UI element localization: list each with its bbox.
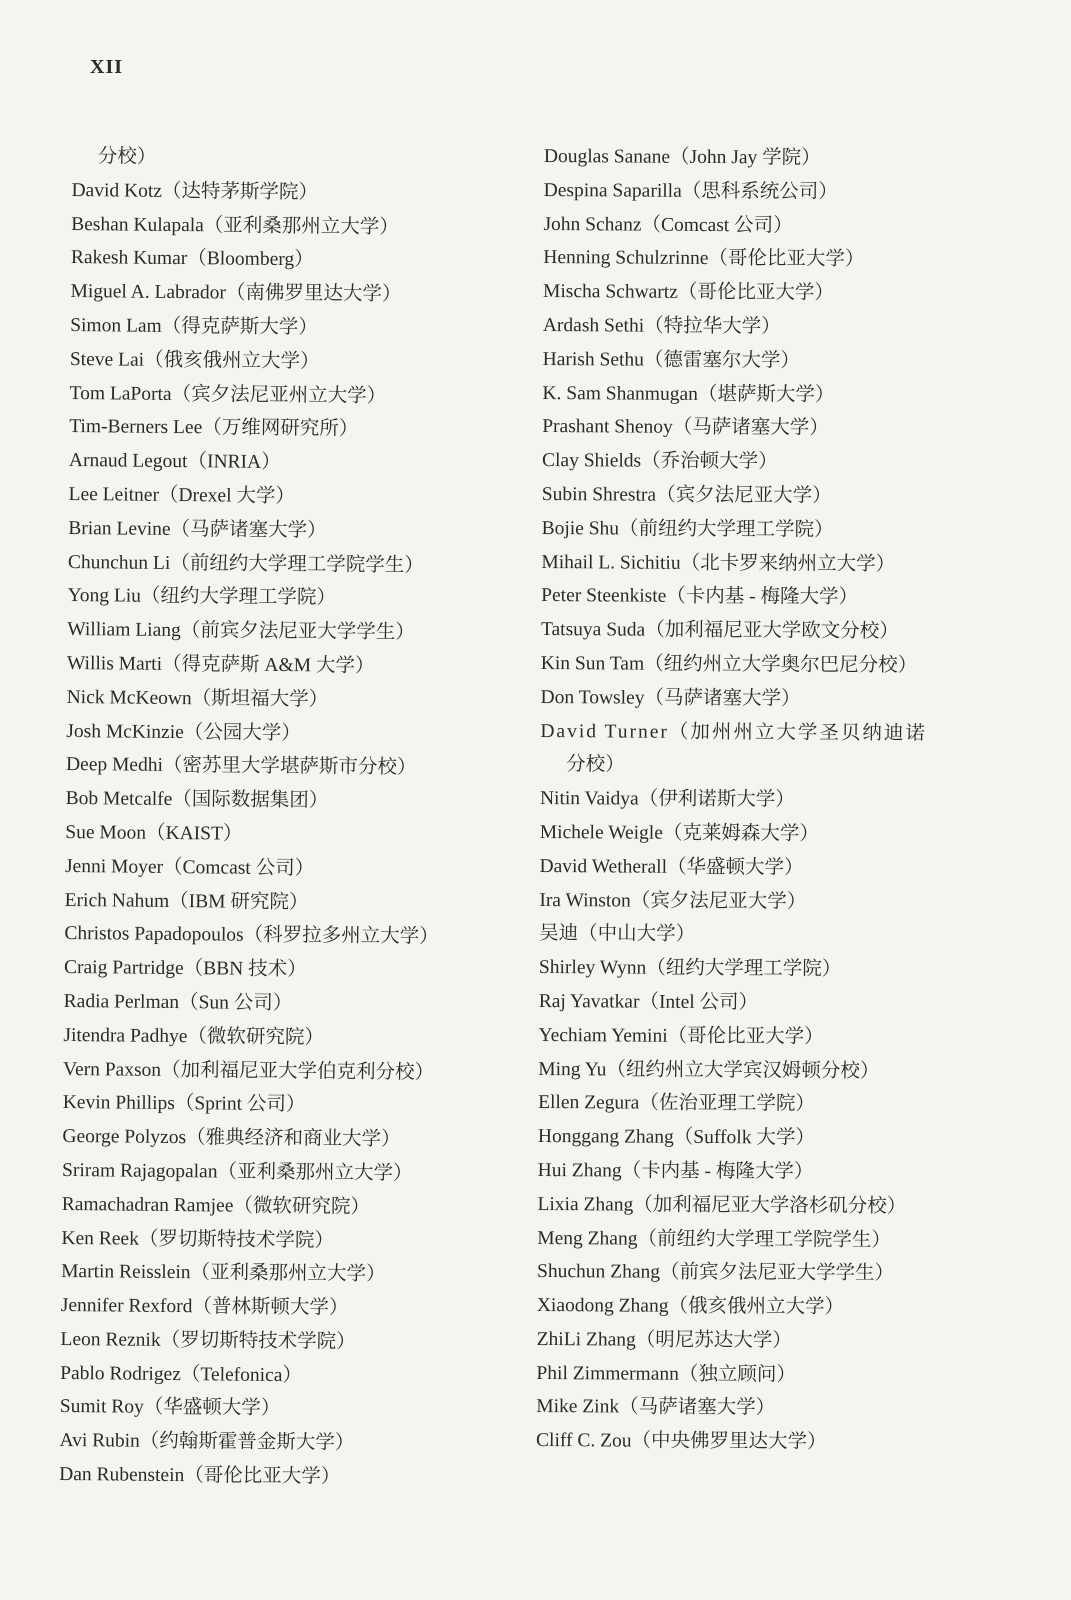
acknowledgment-entry: Ardash Sethi（特拉华大学）: [542, 314, 781, 338]
acknowledgment-entry: Brian Levine（马萨诸塞大学）: [68, 517, 327, 542]
acknowledgment-entry: Shuchun Zhang（前宾夕法尼亚大学学生）: [537, 1261, 895, 1285]
acknowledgment-entry: Chunchun Li（前纽约大学理工学院学生）: [67, 551, 424, 576]
acknowledgment-entry: Prashant Shenoy（马萨诸塞大学）: [542, 416, 829, 440]
acknowledgment-entry: Henning Schulzrinne（哥伦比亚大学）: [543, 247, 865, 271]
acknowledgment-entry: Ming Yu（纽约州立大学宾汉姆顿分校）: [538, 1058, 880, 1082]
acknowledgment-entry: George Polyzos（雅典经济和商业大学）: [62, 1126, 401, 1151]
acknowledgment-entry: Jennifer Rexford（普林斯顿大学）: [60, 1295, 349, 1319]
acknowledgment-entry: Beshan Kulapala（亚利桑那州立大学）: [71, 213, 399, 238]
acknowledgment-entry: Hui Zhang（卡内基 - 梅隆大学）: [537, 1159, 814, 1183]
acknowledgment-entry: Nitin Vaidya（伊利诺斯大学）: [539, 788, 795, 811]
acknowledgment-entry: Michele Weigle（克莱姆森大学）: [539, 821, 819, 845]
acknowledgment-entry: Arnaud Legout（INRIA）: [68, 450, 281, 474]
acknowledgment-entry: Tatsuya Suda（加利福尼亚大学欧文分校）: [540, 619, 899, 643]
acknowledgment-entry: Peter Steenkiste（卡内基 - 梅隆大学）: [541, 585, 859, 609]
acknowledgment-entry: Yechiam Yemini（哥伦比亚大学）: [538, 1024, 824, 1048]
acknowledgment-entry: K. Sam Shanmugan（堪萨斯大学）: [542, 382, 835, 406]
acknowledgment-entry: Miguel A. Labrador（南佛罗里达大学）: [70, 281, 402, 306]
acknowledgment-entry: Dan Rubenstein（哥伦比亚大学）: [59, 1464, 341, 1488]
acknowledgment-entry: Erich Nahum（IBM 研究院）: [64, 889, 309, 913]
acknowledgments-right-column: [536, 140, 984, 1461]
acknowledgment-entry: Ken Reek（罗切斯特技术学院）: [61, 1227, 334, 1252]
acknowledgment-entry: Cliff C. Zou（中央佛罗里达大学）: [535, 1430, 827, 1454]
acknowledgment-entry: Clay Shields（乔治顿大学）: [541, 450, 778, 473]
acknowledgment-entry: Martin Reisslein（亚利桑那州立大学）: [61, 1261, 386, 1286]
acknowledgment-entry: Sue Moon（KAIST）: [65, 821, 243, 845]
acknowledgments-left-column: [59, 140, 517, 1496]
acknowledgment-entry: Radia Perlman（Sun 公司）: [63, 990, 293, 1015]
acknowledgment-entry: Deep Medhi（密苏里大学堪萨斯市分校）: [65, 754, 417, 779]
acknowledgment-entry: Lee Leitner（Drexel 大学）: [68, 483, 296, 508]
acknowledgment-entry: David Kotz（达特茅斯学院）: [71, 179, 319, 204]
acknowledgment-entry: Tom LaPorta（宾夕法尼亚州立大学）: [69, 382, 387, 407]
acknowledgment-entry: Meng Zhang（前纽约大学理工学院学生）: [537, 1227, 892, 1251]
acknowledgment-entry: Ramachadran Ramjee（微软研究院）: [61, 1193, 370, 1218]
acknowledgment-entry: Tim-Berners Lee（万维网研究所）: [69, 416, 359, 441]
acknowledgment-entry: Xiaodong Zhang（俄亥俄州立大学）: [536, 1295, 845, 1318]
acknowledgment-entry: Christos Papadopoulos（科罗拉多州立大学）: [64, 923, 439, 948]
acknowledgment-entry: Craig Partridge（BBN 技术）: [63, 957, 307, 981]
acknowledgment-entry: David Wetherall（华盛顿大学）: [539, 855, 804, 879]
acknowledgment-entry: Don Towsley（马萨诸塞大学）: [540, 686, 801, 710]
acknowledgment-entry: William Liang（前宾夕法尼亚大学学生）: [67, 619, 415, 644]
acknowledgment-entry: Bob Metcalfe（国际数据集团）: [65, 788, 329, 812]
acknowledgment-entry: Steve Lai（俄亥俄州立大学）: [69, 348, 320, 373]
acknowledgment-entry: Ellen Zegura（佐治亚理工学院）: [538, 1092, 815, 1115]
acknowledgment-entry: Yong Liu（纽约大学理工学院）: [67, 585, 337, 609]
acknowledgment-entry: Jenni Moyer（Comcast 公司）: [64, 855, 315, 880]
acknowledgment-entry: Raj Yavatkar（Intel 公司）: [538, 990, 759, 1014]
acknowledgment-entry: 吴迪（中山大学）: [539, 923, 696, 946]
acknowledgment-entry: Mihail L. Sichitiu（北卡罗来纳州立大学）: [541, 551, 896, 575]
acknowledgment-entry: Willis Marti（得克萨斯 A&M 大学）: [66, 652, 375, 677]
acknowledgment-entry: Kin Sun Tam（纽约州立大学奥尔巴尼分校）: [540, 652, 918, 677]
acknowledgment-entry: Shirley Wynn（纽约大学理工学院）: [538, 957, 842, 980]
acknowledgment-entry: Mike Zink（马萨诸塞大学）: [536, 1396, 776, 1419]
acknowledgment-entry: Bojie Shu（前纽约大学理工学院）: [541, 517, 834, 541]
acknowledgment-entry: Sriram Rajagopalan（亚利桑那州立大学）: [62, 1159, 413, 1185]
acknowledgment-entry: 分校）: [97, 146, 157, 168]
acknowledgment-entry: Simon Lam（得克萨斯大学）: [70, 314, 318, 339]
acknowledgment-entry: Vern Paxson（加利福尼亚大学伯克利分校）: [62, 1058, 435, 1084]
acknowledgment-entry: Leon Reznik（罗切斯特技术学院）: [60, 1328, 356, 1353]
acknowledgment-entry: Douglas Sanane（John Jay 学院）: [543, 145, 821, 169]
acknowledgment-entry: Sumit Roy（华盛顿大学）: [59, 1396, 281, 1420]
acknowledgment-entry: Jitendra Padhye（微软研究院）: [63, 1024, 325, 1049]
acknowledgment-entry: Despina Saparilla（思科系统公司）: [543, 179, 838, 203]
page-number: XII: [90, 56, 124, 78]
acknowledgment-entry: ZhiLi Zhang（明尼苏达大学）: [536, 1328, 792, 1352]
acknowledgment-entry: Lixia Zhang（加利福尼亚大学洛杉矶分校）: [537, 1193, 907, 1217]
acknowledgment-entry: David Turner（加州州立大学圣贝纳迪诺: [540, 720, 927, 744]
acknowledgment-entry: Kevin Phillips（Sprint 公司）: [62, 1092, 306, 1116]
acknowledgment-entry: 分校）: [566, 754, 625, 776]
acknowledgment-entry: Josh McKinzie（公园大学）: [66, 720, 301, 744]
acknowledgment-entry: Mischa Schwartz（哥伦比亚大学）: [543, 281, 834, 304]
acknowledgment-entry: Pablo Rodrigez（Telefonica）: [60, 1362, 303, 1386]
acknowledgment-entry: Harish Sethu（德雷塞尔大学）: [542, 348, 801, 372]
acknowledgment-entry: Honggang Zhang（Suffolk 大学）: [537, 1126, 815, 1149]
acknowledgment-entry: Subin Shrestra（宾夕法尼亚大学）: [541, 483, 832, 507]
acknowledgment-entry: Nick McKeown（斯坦福大学）: [66, 686, 329, 711]
acknowledgment-entry: Rakesh Kumar（Bloomberg）: [70, 247, 314, 271]
acknowledgment-entry: Ira Winston（宾夕法尼亚大学）: [539, 889, 807, 913]
acknowledgment-entry: Avi Rubin（约翰斯霍普金斯大学）: [59, 1430, 355, 1455]
acknowledgment-entry: Phil Zimmermann（独立顾问）: [536, 1362, 796, 1386]
acknowledgment-entry: John Schanz（Comcast 公司）: [543, 213, 793, 237]
